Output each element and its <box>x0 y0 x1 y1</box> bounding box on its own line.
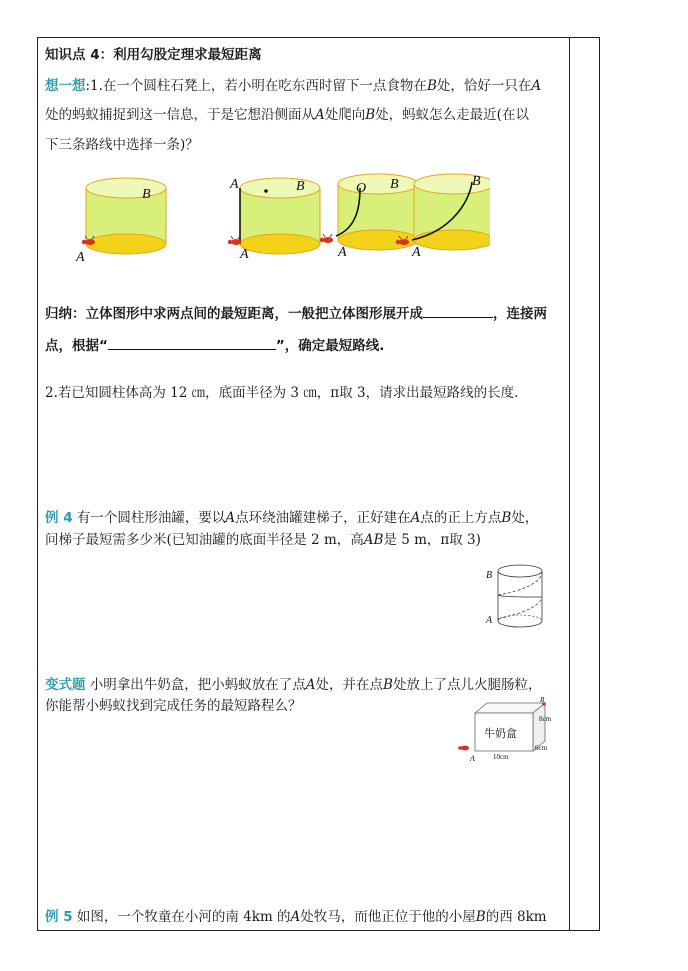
summary-blank-1[interactable] <box>423 303 493 318</box>
dim-height: 8cm <box>539 715 552 723</box>
problem-2: 2.若已知圆柱体高为 12 ㎝，底面半径为 3 ㎝，π取 3，请求出最短路线的长度. <box>45 385 519 401</box>
think-line-2: 处的蚂蚁捕捉到这一信息，于是它想沿侧面从A处爬向B处，蚂蚁怎么走最近(在以 <box>45 107 529 123</box>
fig1-label-a: A <box>76 250 85 265</box>
variant-line-1: 变式题 小明拿出牛奶盒，把小蚂蚁放在了点A处，并在点B处放上了点儿火腿肠粒， <box>45 677 542 693</box>
fig2-label-a: A <box>240 247 249 262</box>
fig1-label-b: B <box>142 187 151 202</box>
cylinder-figures <box>60 168 490 268</box>
variant-tag: 变式题 <box>45 677 86 693</box>
table-bottom-border <box>37 930 599 931</box>
think-tag: 想一想 <box>45 78 86 94</box>
variant-line-2: 你能帮小蚂蚁找到完成任务的最短路程么？ <box>45 698 302 714</box>
fig4-label-a: A <box>412 245 421 260</box>
think-line-3: 下三条路线中选择一条)？ <box>45 137 199 153</box>
dim-width: 6cm <box>535 744 548 752</box>
fig3-label-a: A <box>338 245 347 260</box>
example-5-tag: 例 5 <box>45 909 73 925</box>
milk-label-a: A <box>470 754 475 763</box>
fig3-label-b: B <box>390 177 399 192</box>
oil-tank-figure <box>482 561 552 635</box>
fig2-label-a-top: A <box>230 177 239 192</box>
summary-line-2: 点，根据“ ”，确定最短路线. <box>45 335 384 357</box>
cylinder-figure-3 <box>320 174 418 260</box>
section-title: 知识点 4：利用勾股定理求最短距离 <box>45 47 262 63</box>
cylinder-figure-1 <box>75 178 166 265</box>
example-4-tag: 例 4 <box>45 510 73 526</box>
milk-label-b: B <box>540 697 545 704</box>
tank-label-a: A <box>486 615 493 626</box>
milk-box-figure <box>455 697 555 767</box>
tank-label-b: B <box>486 570 493 581</box>
example-5-line: 例 5 如图，一个牧童在小河的南 4km 的A处牧马，而他正位于他的小屋B的西 8km <box>45 909 547 925</box>
fig4-label-b: B <box>472 174 481 189</box>
cylinder-figure-2 <box>228 177 320 262</box>
fig3-label-o: O <box>356 181 367 196</box>
summary-blank-2[interactable] <box>108 335 276 350</box>
think-line-1: 想一想:1.在一个圆柱石凳上，若小明在吃东西时留下一点食物在B处，恰好一只在A <box>45 78 542 94</box>
summary-line-1: 归纳：立体图形中求两点间的最短距离，一般把立体图形展开成 ，连接两 <box>45 303 547 325</box>
example-4-line-2: 问梯子最短需多少米(已知油罐的底面半径是 2 m，高AB是 5 m，π取 3) <box>45 532 481 548</box>
side-column-divider <box>569 37 570 931</box>
milk-box-label: 牛奶盒 <box>484 727 517 740</box>
fig2-label-b: B <box>296 179 305 194</box>
example-4-line-1: 例 4 有一个圆柱形油罐，要以A点环绕油罐建梯子，正好建在A点的正上方点B处， <box>45 510 539 526</box>
dim-length: 10cm <box>493 753 509 761</box>
